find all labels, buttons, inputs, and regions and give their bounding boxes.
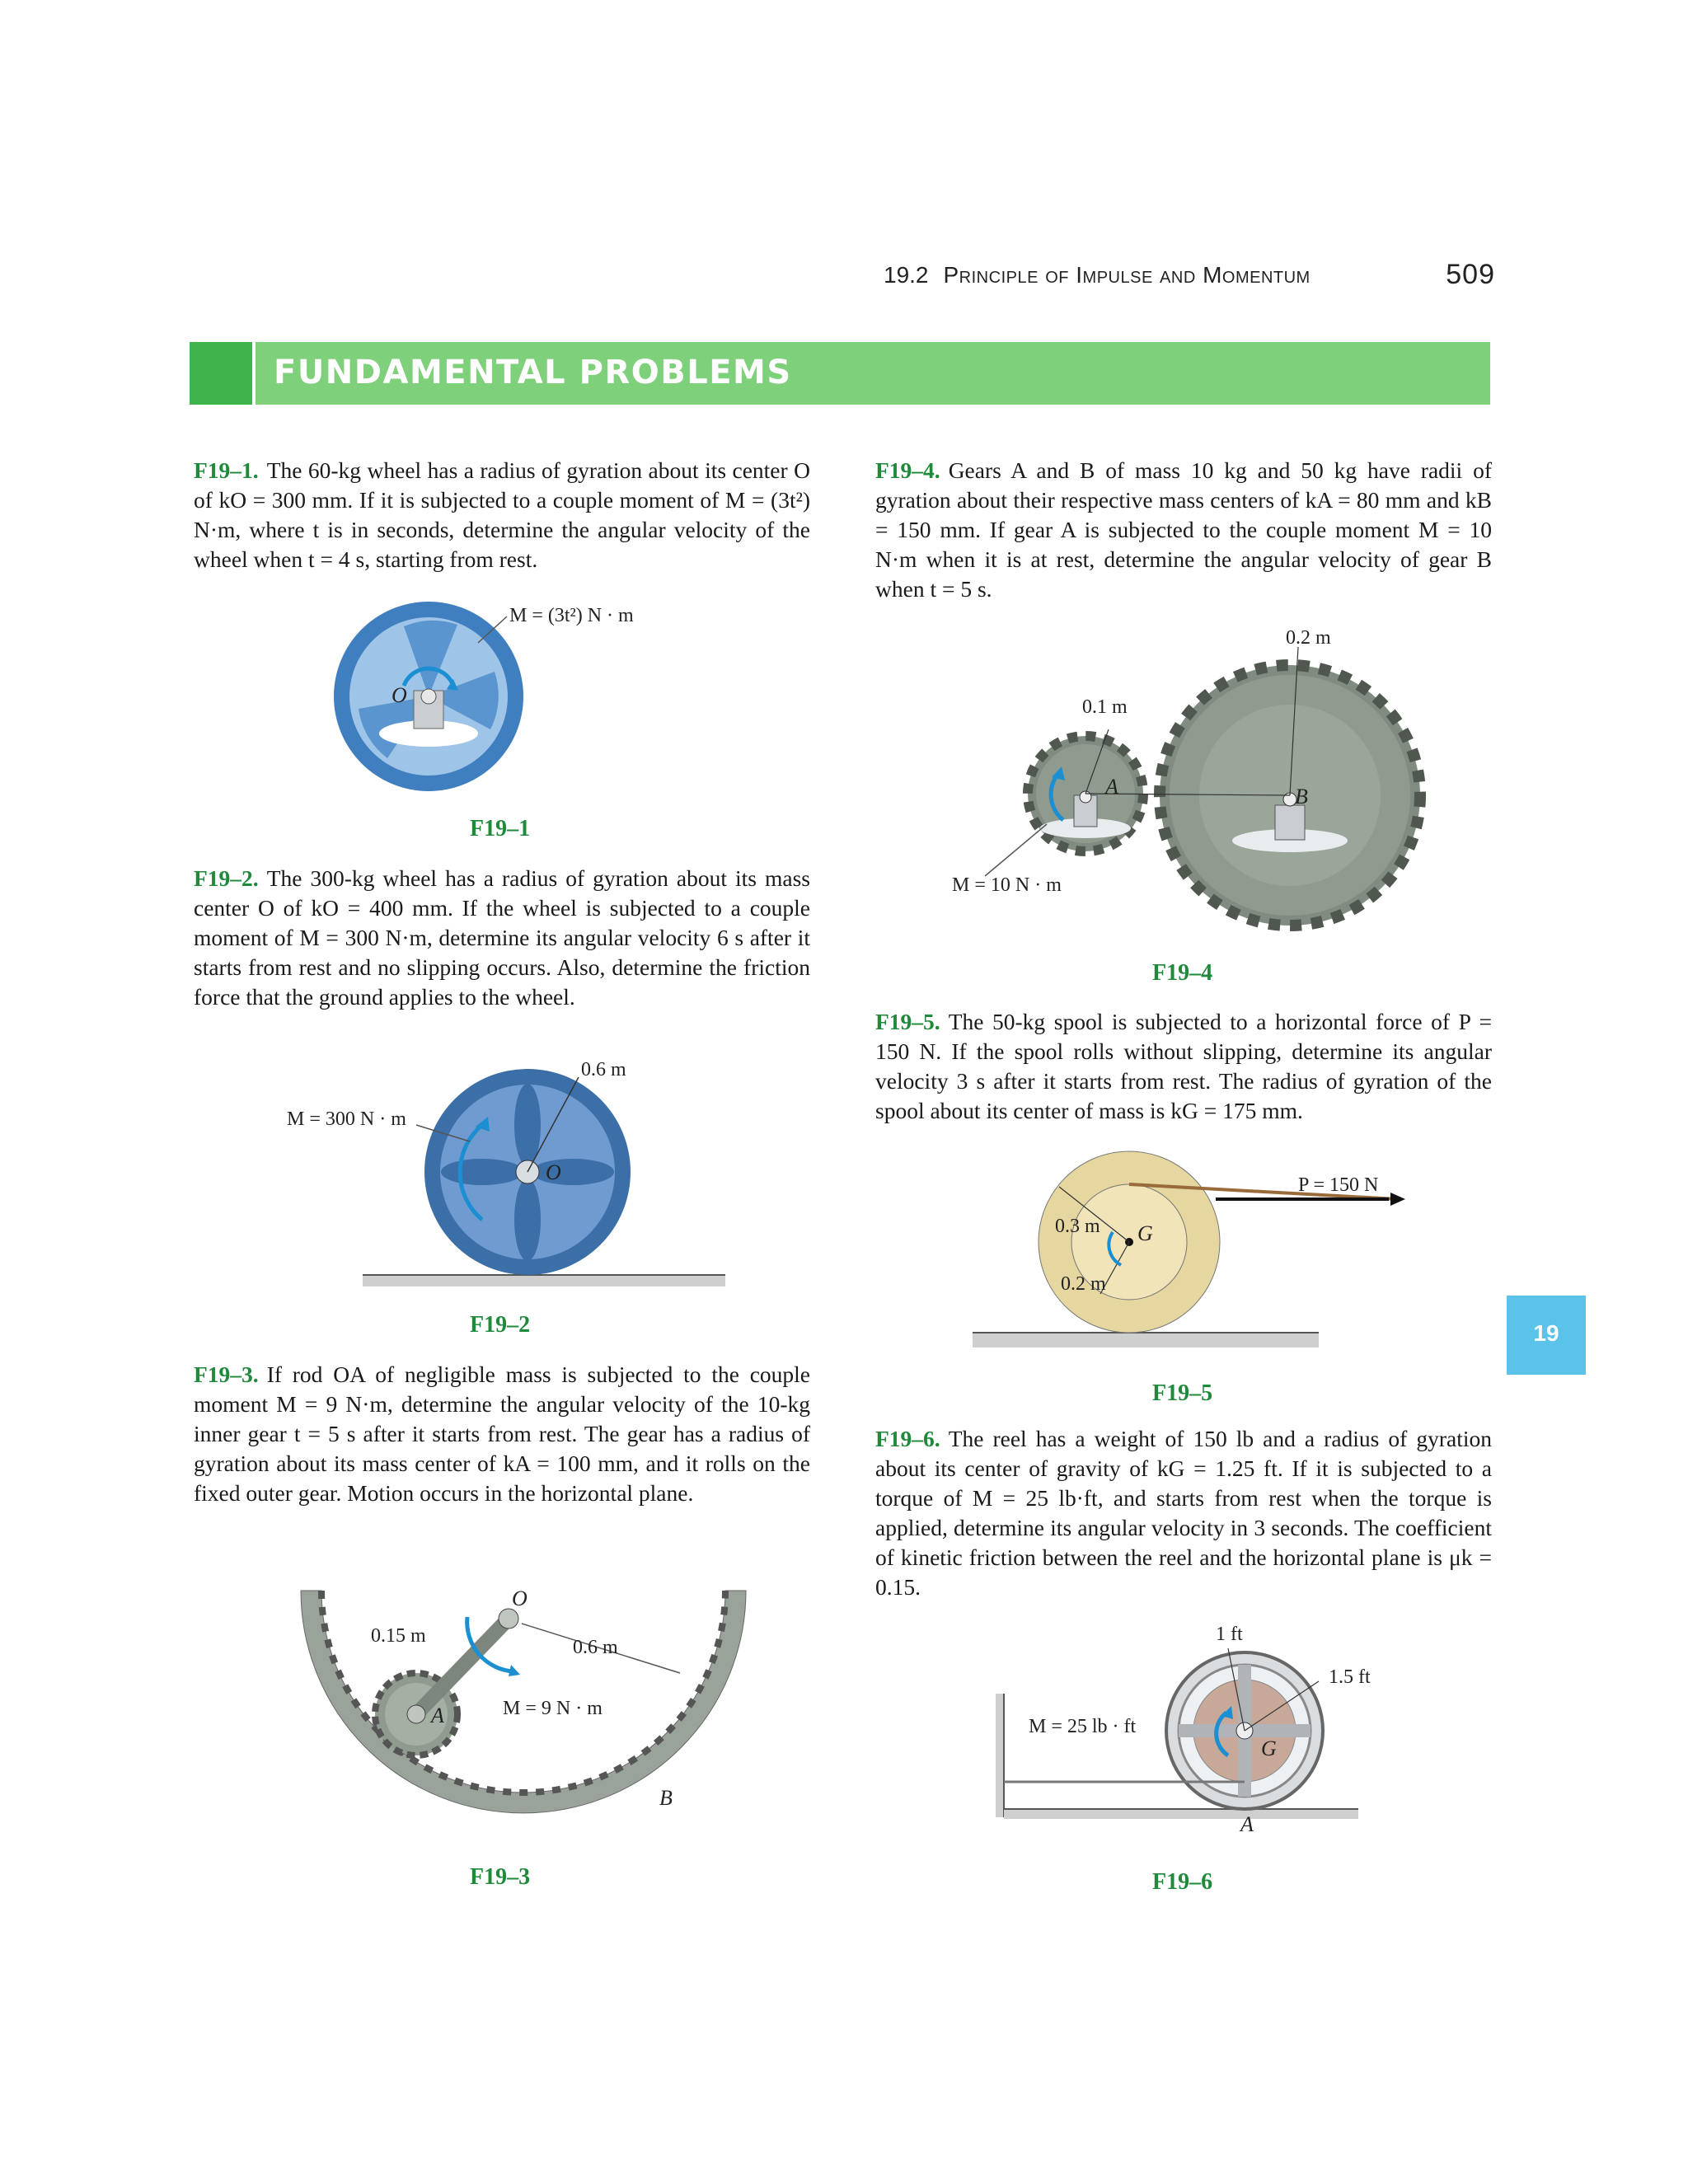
label-moment: M = 300 N · m — [287, 1108, 406, 1130]
section-banner — [190, 342, 1490, 405]
running-head — [884, 259, 1495, 295]
figure-f19-4 — [944, 622, 1430, 952]
caption-f19-3: F19–3 — [470, 1864, 531, 1890]
ground — [363, 1275, 725, 1286]
problem-number: F19–3. — [194, 1361, 259, 1387]
banner-tab — [190, 342, 252, 405]
problem-number: F19–4. — [875, 457, 940, 483]
chapter-tab-label: 19 — [1533, 1320, 1559, 1346]
label-moment: M = 10 N · m — [952, 874, 1062, 896]
label-center: O — [546, 1160, 561, 1184]
support-b — [1275, 805, 1305, 840]
figure-f19-5 — [968, 1150, 1414, 1364]
pin-o — [499, 1609, 518, 1629]
ground — [973, 1333, 1319, 1347]
force-arrowhead — [1390, 1193, 1405, 1206]
label-radius: 0.6 m — [581, 1059, 626, 1080]
label-moment: M = (3t²) N · m — [509, 605, 634, 626]
problem-f19-4 — [875, 456, 1492, 604]
problem-f19-2 — [194, 864, 810, 1012]
chapter-tab — [1507, 1296, 1586, 1375]
label-o: O — [512, 1586, 528, 1610]
ground — [1004, 1809, 1358, 1819]
problem-f19-3 — [194, 1360, 810, 1508]
wall — [996, 1694, 1004, 1817]
figure-f19-2 — [272, 1059, 742, 1306]
problem-f19-6 — [875, 1424, 1492, 1602]
label-center: G — [1261, 1736, 1277, 1760]
figure-f19-6 — [981, 1615, 1409, 1854]
problem-number: F19–2. — [194, 865, 259, 891]
caption-f19-5: F19–5 — [1152, 1380, 1213, 1406]
pin-a — [407, 1705, 425, 1723]
leader-line — [985, 824, 1047, 876]
label-radius-a: 0.1 m — [1082, 696, 1128, 718]
label-radius-b: 0.2 m — [1286, 627, 1331, 649]
section-heading — [884, 262, 1311, 288]
moment-arrowhead — [509, 1665, 520, 1676]
section-title: Principle of Impulse and Momentum — [943, 262, 1311, 288]
label-rod-length: 0.6 m — [573, 1637, 618, 1658]
label-a: A — [431, 1704, 444, 1727]
problem-text: The 60-kg wheel has a radius of gyration about its center O of kO = 300 mm. If it is subjected to a couple moment of M = (3t²) N·m, where t is in seconds, determine the angular velocity of the wheel when t = 4 s, starting from rest. — [194, 457, 810, 572]
problem-f19-1 — [194, 456, 810, 574]
label-inner-radius: 0.2 m — [1061, 1273, 1106, 1295]
problem-f19-5 — [875, 1007, 1492, 1126]
caption-f19-2: F19–2 — [470, 1312, 531, 1338]
label-moment: M = 9 N · m — [503, 1698, 603, 1719]
section-number: 19.2 — [884, 262, 929, 288]
label-center: O — [392, 683, 407, 707]
label-inner-radius: 0.15 m — [371, 1625, 426, 1647]
label-inner-radius: 1 ft — [1216, 1624, 1243, 1645]
problem-text: If rod OA of negligible mass is subjected to the couple moment M = 9 N·m, determine the angular velocity of the 10-kg inner gear t = 5 s after it starts from rest. The gear has a radius of gyration about its mass center of kA = 100 mm, and it rolls on the fixed outer gear. Motion occurs in the horizontal plane. — [194, 1361, 810, 1506]
label-outer-radius: 0.3 m — [1055, 1216, 1100, 1237]
caption-f19-6: F19–6 — [1152, 1869, 1213, 1895]
caption-f19-1: F19–1 — [470, 816, 531, 841]
problem-text: Gears A and B of mass 10 kg and 50 kg have radii of gyration about their respective mass centers of kA = 80 mm and kB = 150 mm. If gear A is subjected to the couple moment M = 10 N·m when it is at rest, determine the angular velocity of gear B when t = 5 s. — [875, 457, 1492, 602]
pin — [421, 689, 436, 704]
label-a: A — [1105, 775, 1118, 799]
caption-f19-4: F19–4 — [1152, 960, 1213, 986]
label-outer-radius: 1.5 ft — [1329, 1666, 1371, 1688]
label-b: B — [1295, 785, 1308, 808]
label-contact: A — [1240, 1812, 1254, 1836]
problem-text: The 50-kg spool is subjected to a horizontal force of P = 150 N. If the spool rolls without slipping, determine its angular velocity 3 s after it starts from rest. The radius of gyration of the spool about its center of mass is kG = 175 mm. — [875, 1009, 1492, 1123]
label-b: B — [659, 1786, 673, 1810]
figure-f19-1 — [321, 593, 717, 808]
label-center: G — [1137, 1221, 1153, 1245]
problem-text: The reel has a weight of 150 lb and a radius of gyration about its center of gravity of kG = 1.25 ft. If it is subjected to a torque of M = 25 lb·ft, and starts from rest when the torque is applied, determine its angular velocity in 3 seconds. The coefficient of kinetic friction between the reel and the horizontal plane is μk = 0.15. — [875, 1426, 1492, 1600]
label-moment: M = 25 lb · ft — [1029, 1716, 1137, 1737]
label-force: P = 150 N — [1298, 1174, 1379, 1196]
page-number: 509 — [1446, 259, 1495, 290]
problem-text: The 300-kg wheel has a radius of gyration about its mass center O of kO = 400 mm. If the wheel is subjected to a couple moment of M = 300 N·m, determine its angular velocity 6 s after it starts from rest and no slipping occurs. Also, determine the friction force that the ground applies to the wheel. — [194, 865, 810, 1010]
problem-number: F19–5. — [875, 1009, 940, 1034]
figure-f19-3 — [293, 1574, 754, 1846]
problem-number: F19–1. — [194, 457, 259, 483]
banner-title: FUNDAMENTAL PROBLEMS — [274, 354, 792, 391]
problem-number: F19–6. — [875, 1426, 940, 1451]
